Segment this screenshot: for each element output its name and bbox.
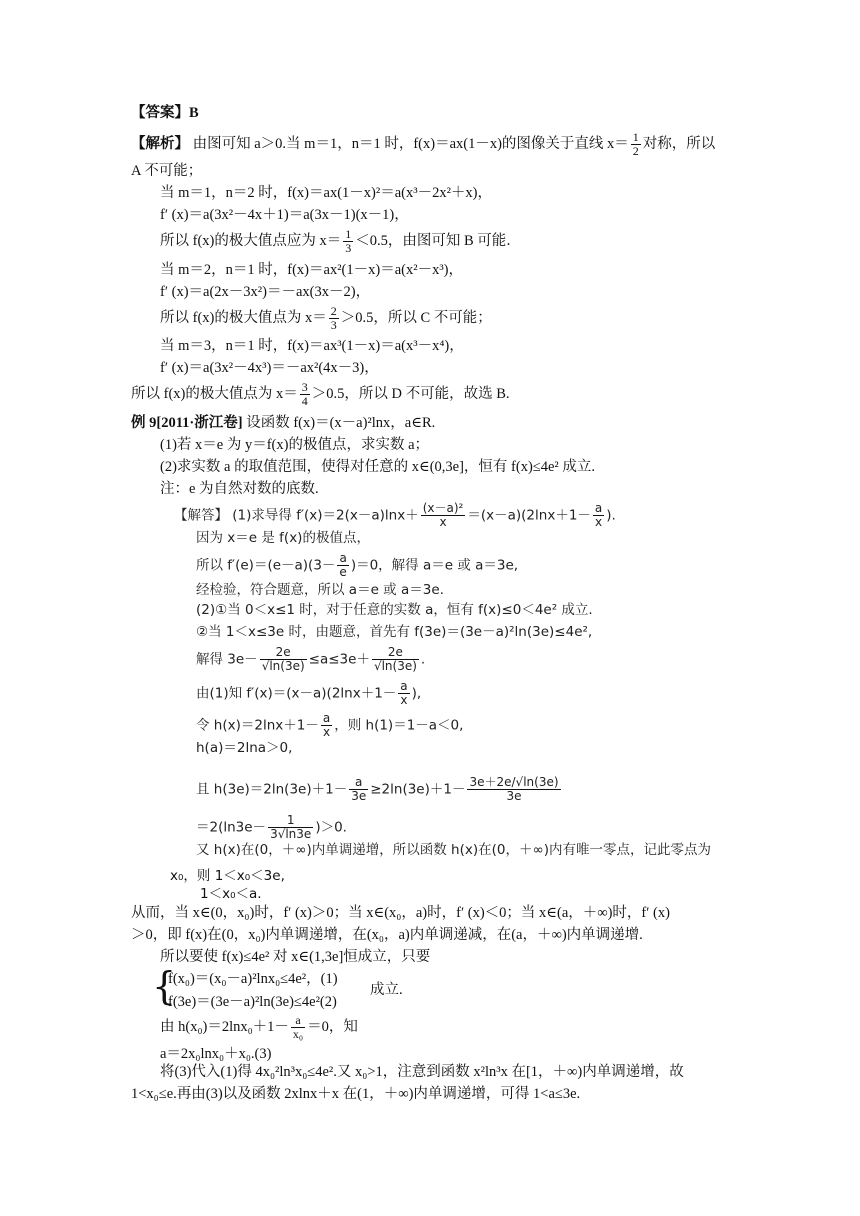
text: )＞0.: [315, 819, 347, 836]
analysis-line-11: [131, 381, 510, 408]
denominator: 3e: [351, 789, 367, 803]
text: ＞0.5，所以 C 不可能；: [340, 309, 492, 326]
numerator: a: [594, 501, 603, 515]
numerator: a: [291, 1014, 305, 1028]
denominator: e: [339, 565, 347, 579]
fraction: [321, 712, 332, 739]
text: 所以 f(x)的极大值点应为 x＝: [160, 232, 342, 249]
analysis-line-3: 当 m＝1，n＝2 时，f(x)＝ax(1－x)²＝a(x³－2x²＋x)，: [160, 185, 492, 201]
scan-line-15: 1＜x₀＜a.: [200, 886, 262, 902]
numerator: 2: [330, 304, 337, 318]
text: ＞0.5，所以 D 不可能，故选 B.: [311, 385, 510, 402]
scan-line-14: x₀，则 1＜x₀＜3e,: [170, 868, 285, 884]
tail-line-10: 1<x₀≤e.再由(3)以及函数 2xlnx＋x 在(1，＋∞)内单调递增，可得 1<a≤3e.: [131, 1086, 581, 1102]
numerator: 2e: [372, 646, 419, 660]
fraction: [467, 776, 560, 803]
denominator: 3√ln3e: [270, 827, 312, 841]
text: 所以 f(x)的极大值点为 x＝: [160, 309, 327, 326]
denominator: x: [400, 693, 408, 707]
analysis-line-4: f′ (x)＝a(3x²－4x＋1)＝a(3x－1)(x－1)，: [160, 207, 409, 223]
text: ).: [606, 507, 616, 524]
denominator: 3: [330, 318, 337, 332]
system-tail: 成立.: [370, 982, 403, 998]
fraction: [421, 502, 466, 529]
fraction: [398, 680, 409, 707]
scan-line-3: [196, 552, 518, 579]
text: 由图可知 a＞0.当 m＝1，n＝1 时，f(x)＝ax(1－x)的图像关于直线 x＝: [189, 135, 629, 152]
numerator: 1: [268, 814, 313, 828]
scanned-solution: [166, 494, 766, 872]
fraction: [349, 776, 368, 803]
analysis-label: 【解析】: [131, 135, 189, 152]
text: ＝2(ln3e－: [196, 819, 267, 836]
denominator: √ln(3e): [261, 659, 305, 673]
numerator: (x－a)²: [422, 501, 464, 515]
text: 令 h(x)＝2lnx＋1－: [196, 717, 319, 734]
denominator: 2: [632, 144, 639, 158]
scan-line-13: 又 h(x)在(0，＋∞)内单调递增，所以函数 h(x)在(0，＋∞)内有唯一零点，记此零点为: [196, 842, 711, 858]
text: 所以 f′(e)＝(e－a)(3－: [196, 557, 336, 574]
analysis-line-2: A 不可能；: [131, 163, 203, 179]
text: 由(1)知 f′(x)＝(x－a)(2lnx＋1－: [196, 685, 397, 702]
tail-line-1: 从而，当 x∈(0，x₀)时，f′ (x)＞0；当 x∈(x₀，a)时，f′ (x)＜0；当 x∈(a，＋∞)时，f′ (x): [131, 905, 670, 921]
scan-line-7: [196, 646, 425, 673]
fraction: [329, 305, 339, 332]
example-label: 例 9[2011·浙江卷]: [131, 415, 243, 431]
fraction: [593, 502, 604, 529]
question-note: 注：e 为自然对数的底数.: [160, 481, 319, 497]
answer-label: 【答案】B: [131, 105, 199, 121]
fraction: [268, 814, 313, 841]
scan-line-8: [196, 680, 421, 707]
analysis-line-7: f′ (x)＝a(2x－3x²)＝－ax(3x－2)，: [160, 284, 371, 300]
text: .: [420, 651, 426, 668]
text: 由 h(x₀)＝2lnx₀＋1－: [160, 1018, 289, 1035]
scan-line-12: [196, 814, 347, 841]
text: ＜0.5，由图可知 B 可能．: [355, 232, 521, 249]
text: 【解答】 (1)求导得 f′(x)＝2(x－a)lnx＋: [174, 507, 419, 524]
fraction: [260, 646, 307, 673]
system-eq-1: f(x₀)＝(x₀－a)²lnx₀≤4e²，(1): [168, 971, 338, 987]
fraction: [372, 646, 419, 673]
text: 且 h(3e)＝2ln(3e)＋1－: [196, 781, 348, 798]
tail-line-3: 所以要使 f(x)≤4e² 对 x∈(1,3e]恒成立，只要: [160, 949, 431, 965]
scan-line-6: ②当 1＜x≤3e 时，由题意，首先有 f(3e)＝(3e－a)²ln(3e)≤4e²,: [196, 624, 593, 640]
numerator: 1: [345, 227, 352, 241]
analysis-line-6: 当 m＝2，n＝1 时，f(x)＝ax²(1－x)＝a(x²－x³)，: [160, 262, 463, 278]
question-1: (1)若 x＝e 为 y＝f(x)的极值点，求实数 a；: [160, 437, 430, 453]
analysis-line-10: f′ (x)＝a(3x²－4x³)＝－ax²(4x－3)，: [160, 360, 379, 376]
numerator: 1: [632, 130, 639, 144]
scan-line-9: [196, 712, 463, 739]
text: 所以 f(x)的极大值点为 x＝: [131, 385, 298, 402]
text: ≥2ln(3e)＋1－: [370, 781, 466, 798]
text: ，则 h(1)＝1－a＜0,: [334, 717, 464, 734]
text: 对称，所以: [642, 135, 716, 152]
text: 解得 3e－: [196, 651, 258, 668]
numerator: a: [400, 679, 408, 693]
fraction: [300, 381, 310, 408]
denominator: 4: [301, 394, 308, 408]
fraction: [343, 228, 353, 255]
numerator: a: [349, 776, 368, 790]
fraction: [337, 552, 348, 579]
numerator: 3: [301, 380, 308, 394]
denominator: x₀: [292, 1027, 304, 1041]
system-eq-2: f(3e)＝(3e－a)²ln(3e)≤4e²(2): [168, 994, 337, 1010]
text: 设函数 f(x)＝(x－a)²lnx，a∈R.: [242, 415, 436, 431]
denominator: x: [595, 515, 603, 529]
numerator: a: [337, 552, 348, 566]
denominator: 3e: [506, 789, 522, 803]
denominator: √ln(3e): [373, 659, 417, 673]
numerator: a: [322, 711, 331, 725]
tail-line-8: a＝2x₀lnx₀＋x₀.(3): [160, 1046, 272, 1062]
analysis-line-5: [160, 228, 521, 255]
scan-line-2: 因为 x＝e 是 f(x)的极值点，: [196, 530, 370, 546]
fraction: [631, 131, 641, 158]
analysis-line-1: [131, 131, 715, 158]
text: ≤a≤3e＋: [308, 651, 370, 668]
text: )＝0，解得 a＝e 或 a＝3e,: [350, 557, 519, 574]
numerator: 2e: [260, 646, 307, 660]
denominator: x: [439, 515, 447, 529]
denominator: x: [322, 725, 331, 739]
scan-line-5: (2)①当 0＜x≤1 时，对于任意的实数 a，恒有 f(x)≤0＜4e² 成立.: [196, 602, 593, 618]
text: ),: [411, 685, 422, 702]
tail-line-7: [160, 1014, 358, 1041]
scan-line-10: h(a)＝2lna＞0,: [196, 740, 293, 756]
numerator: 3e＋2e/√ln(3e): [469, 775, 559, 789]
analysis-line-8: [160, 305, 492, 332]
text: ＝0，知: [307, 1018, 358, 1035]
scan-line-4: 经检验，符合题意，所以 a＝e 或 a＝3e.: [196, 582, 444, 598]
analysis-line-9: 当 m＝3，n＝1 时，f(x)＝ax³(1－x)＝a(x³－x⁴)，: [160, 338, 464, 354]
tail-line-9: 将(3)代入(1)得 4x₀²ln³x₀≤4e².又 x₀>1，注意到函数 x²ln³x 在[1，＋∞)内单调递增，故: [160, 1064, 684, 1080]
text: ＝(x－a)(2lnx＋1－: [467, 507, 591, 524]
question-2: (2)求实数 a 的取值范围，使得对任意的 x∈(0,3e]，恒有 f(x)≤4e² 成立.: [160, 459, 596, 475]
tail-line-2: ＞0，即 f(x)在(0，x₀)内单调递增，在(x₀，a)内单调递减，在(a，＋∞)内单调递增.: [131, 927, 643, 943]
example-heading: [131, 413, 435, 433]
scan-line-1: [174, 502, 616, 529]
denominator: 3: [345, 241, 352, 255]
fraction: [291, 1014, 305, 1041]
system-brace: {: [152, 964, 177, 1008]
scan-line-11: [196, 776, 563, 803]
